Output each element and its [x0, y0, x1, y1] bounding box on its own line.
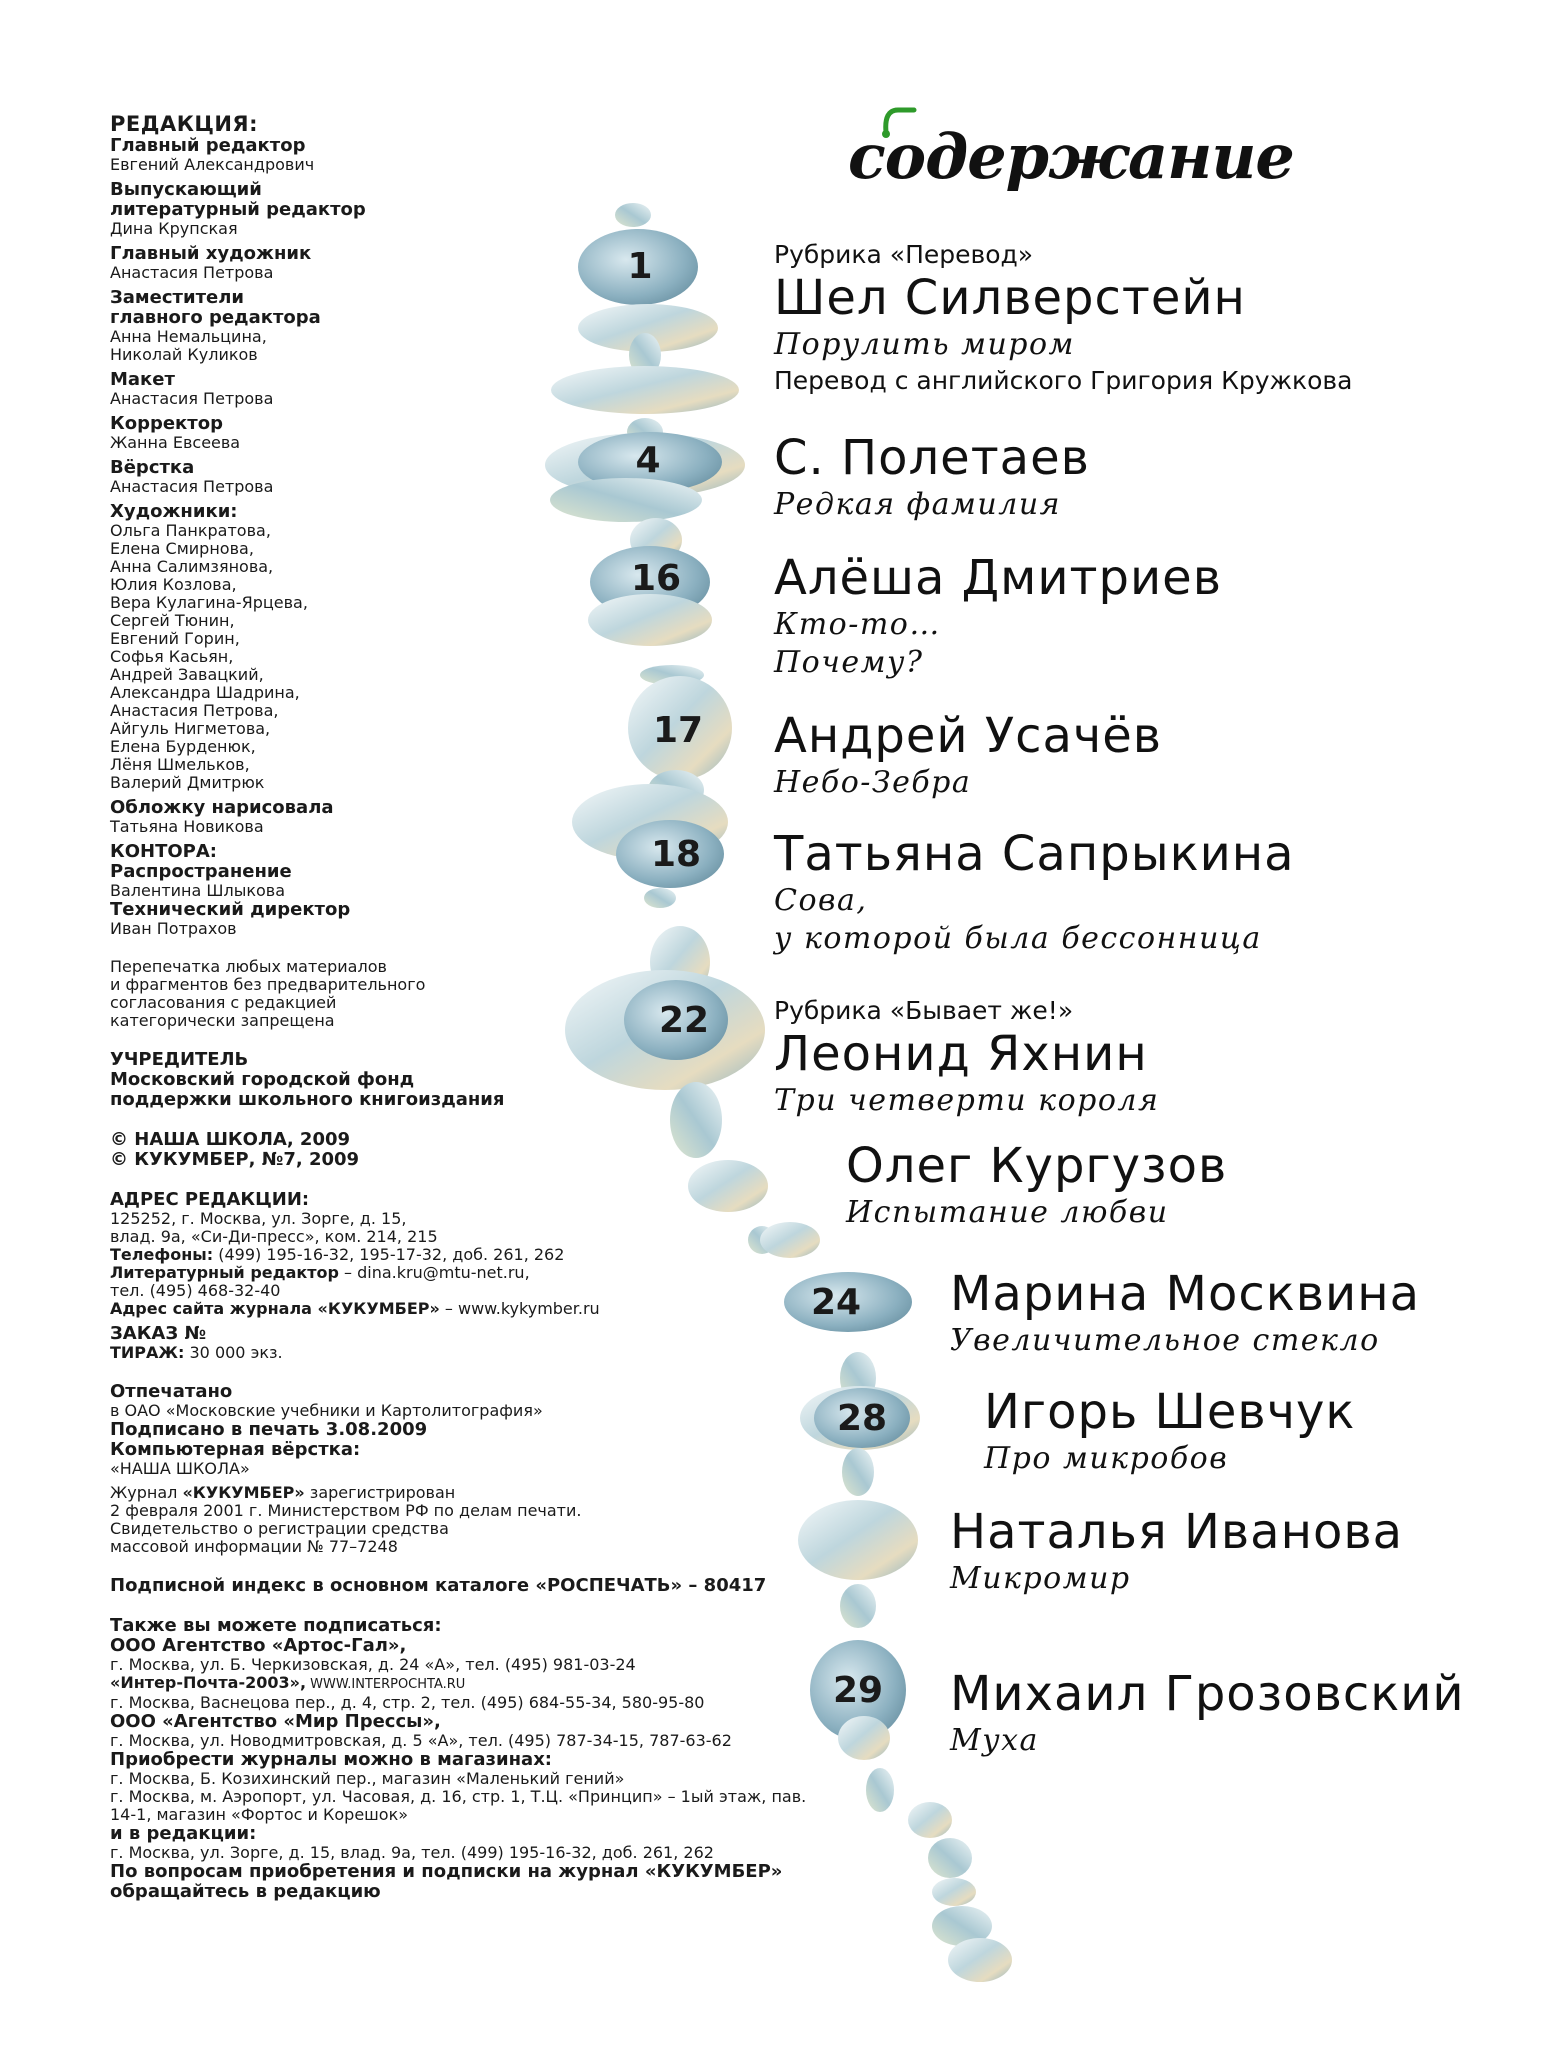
shop-editorial-heading: и в редакции: [110, 1823, 257, 1844]
chief-editor-name: Евгений Александрович [110, 155, 315, 174]
page-number: 16 [630, 558, 682, 599]
journal-reg-name: «КУКУМБЕР» [182, 1483, 305, 1502]
author-name: Шел Силверстейн [774, 270, 1246, 326]
artist-name: Елена Смирнова, [110, 539, 254, 558]
shop-address: г. Москва, м. Аэропорт, ул. Часовая, д. 16, стр. 1, Т.Ц. «Принцип» – 1ый этаж, пав. [110, 1787, 807, 1806]
work-title: Кто-то… [774, 607, 941, 642]
order-label: ЗАКАЗ № [110, 1323, 207, 1344]
toc-entry[interactable] [984, 1384, 1355, 1478]
printed-label: Отпечатано [110, 1381, 233, 1402]
lit-editor-email: – dina.kru@mtu-net.ru, [338, 1263, 530, 1282]
artist-name: Сергей Тюнин, [110, 611, 235, 630]
work-title: Три четверти короля [774, 1083, 1160, 1118]
deputy-name: Николай Куликов [110, 345, 258, 364]
translation-note: Перевод с английского Григория Кружкова [774, 366, 1353, 395]
author-name: Алёша Дмитриев [774, 550, 1222, 606]
shop-address: г. Москва, Б. Козихинский пер., магазин «Маленький гений» [110, 1769, 625, 1788]
print-run-label: ТИРАЖ: [110, 1343, 185, 1362]
computer-layout-label: Компьютерная вёрстка: [110, 1439, 361, 1460]
page-number: 24 [810, 1282, 862, 1323]
page-number: 17 [652, 710, 704, 751]
also-subscribe-heading: Также вы можете подписаться: [110, 1615, 442, 1636]
office-heading: КОНТОРА: [110, 841, 217, 862]
artist-name: Лёня Шмельков, [110, 755, 250, 774]
toc-entry[interactable] [774, 708, 1162, 802]
artists-title: Художники: [110, 501, 238, 522]
author-name: Леонид Яхнин [774, 1026, 1148, 1082]
work-title: Небо-Зебра [774, 765, 972, 800]
toc-entry[interactable] [774, 996, 1159, 1120]
work-title: Редкая фамилия [774, 487, 1062, 522]
artist-name: Ольга Панкратова, [110, 521, 271, 540]
author-name: Игорь Шевчук [984, 1384, 1356, 1440]
phones-value: (499) 195-16-32, 195-17-32, доб. 261, 262 [213, 1245, 565, 1264]
toc-entry[interactable] [774, 240, 1352, 398]
chief-artist-name: Анастасия Петрова [110, 263, 274, 282]
tech-director-name: Иван Потрахов [110, 919, 237, 938]
artist-name: Софья Касьян, [110, 647, 234, 666]
page-number: 22 [658, 1000, 710, 1041]
page-title: содержание [848, 120, 1294, 193]
artist-name: Валерий Дмитрюк [110, 773, 265, 792]
shops-heading: Приобрести журналы можно в магазинах: [110, 1749, 553, 1770]
layout-title: Макет [110, 369, 175, 390]
issuing-editor-title: Выпускающий [110, 179, 262, 200]
proofreader-name: Жанна Евсеева [110, 433, 241, 452]
signed-label: Подписано в печать 3.08.2009 [110, 1419, 428, 1440]
site-url: – www.kykymber.ru [439, 1299, 600, 1318]
journal-reg-prefix: Журнал [110, 1483, 183, 1502]
questions-line: По вопросам приобретения и подписки на журнал «КУКУМБЕР» [110, 1861, 783, 1882]
agency-address: г. Москва, ул. Новодмитровская, д. 5 «А», тел. (495) 787-34-15, 787-63-62 [110, 1731, 732, 1750]
reprint-notice: Перепечатка любых материалов [110, 957, 387, 976]
site-label: Адрес сайта журнала «КУКУМБЕР» [110, 1299, 440, 1318]
journal-reg-line: массовой информации № 77–7248 [110, 1537, 398, 1556]
agency-name: ООО «Агентство «Мир Прессы», [110, 1711, 441, 1732]
work-title: у которой была бессонница [774, 921, 1262, 956]
toc-entry[interactable] [950, 1666, 1465, 1760]
address-line: 125252, г. Москва, ул. Зорге, д. 15, [110, 1209, 407, 1228]
work-title: Почему? [774, 645, 924, 680]
toc-entry[interactable] [774, 550, 1222, 682]
editorial-heading: РЕДАКЦИЯ: [110, 112, 258, 136]
toc-entry[interactable] [774, 826, 1295, 958]
toc-entry[interactable] [846, 1138, 1227, 1232]
reprint-notice: согласования с редакцией [110, 993, 337, 1012]
distribution-name: Валентина Шлыкова [110, 881, 286, 900]
deputies-title: Заместители [110, 287, 245, 308]
toc-entry[interactable] [950, 1504, 1403, 1598]
work-title: Про микробов [984, 1441, 1229, 1476]
author-name: Татьяна Сапрыкина [774, 826, 1295, 882]
distribution-title: Распространение [110, 861, 292, 882]
proofreader-title: Корректор [110, 413, 223, 434]
chief-editor-title: Главный редактор [110, 135, 306, 156]
artist-name: Елена Бурденюк, [110, 737, 256, 756]
issuing-editor-title-2: литературный редактор [110, 199, 366, 220]
author-name: Андрей Усачёв [774, 708, 1163, 764]
printed-value: в ОАО «Московские учебники и Картолитография» [110, 1401, 543, 1420]
agency-address: г. Москва, ул. Б. Черкизовская, д. 24 «А», тел. (495) 981-03-24 [110, 1655, 636, 1674]
author-name: Марина Москвина [950, 1266, 1420, 1322]
work-title: Микромир [950, 1561, 1131, 1596]
cover-title: Обложку нарисовала [110, 797, 334, 818]
toc-entry[interactable] [950, 1266, 1420, 1360]
rubric-label: Рубрика «Перевод» [774, 240, 1034, 269]
address-heading: АДРЕС РЕДАКЦИИ: [110, 1189, 310, 1210]
author-name: С. Полетаев [774, 430, 1090, 486]
page-number: 4 [635, 440, 661, 481]
artist-name: Евгений Горин, [110, 629, 240, 648]
reprint-notice: категорически запрещена [110, 1011, 335, 1030]
artist-name: Анастасия Петрова, [110, 701, 279, 720]
artist-name: Александра Шадрина, [110, 683, 300, 702]
author-name: Михаил Грозовский [950, 1666, 1465, 1722]
phones-label: Телефоны: [110, 1245, 214, 1264]
typesetting-title: Вёрстка [110, 457, 195, 478]
subscription-index: Подписной индекс в основном каталоге «РОСПЕЧАТЬ» – 80417 [110, 1575, 767, 1596]
shop-address: 14-1, магазин «Фортос и Корешок» [110, 1805, 409, 1824]
artist-name: Анна Салимзянова, [110, 557, 274, 576]
agency-name: ООО Агентство «Артос-Гал», [110, 1635, 407, 1656]
author-name: Олег Кургузов [846, 1138, 1228, 1194]
computer-layout-value: «НАША ШКОЛА» [110, 1459, 250, 1478]
toc-entry[interactable] [774, 430, 1090, 524]
lit-editor-phone: тел. (495) 468-32-40 [110, 1281, 281, 1300]
issuing-editor-name: Дина Крупская [110, 219, 238, 238]
lit-editor-label: Литературный редактор [110, 1263, 339, 1282]
agency-name: «Интер-Почта-2003», [110, 1673, 307, 1692]
deputy-name: Анна Немальцина, [110, 327, 267, 346]
shop-editorial-address: г. Москва, ул. Зорге, д. 15, влад. 9а, тел. (499) 195-16-32, доб. 261, 262 [110, 1843, 714, 1862]
print-run-value: 30 000 экз. [184, 1343, 283, 1362]
journal-reg-suffix: зарегистрирован [304, 1483, 456, 1502]
work-title: Муха [950, 1723, 1039, 1758]
artist-name: Андрей Завацкий, [110, 665, 264, 684]
artist-name: Айгуль Нигметова, [110, 719, 271, 738]
page-number: 29 [832, 1670, 884, 1711]
agency-site: WWW.INTERPOCHTA.RU [306, 1677, 466, 1692]
questions-line: обращайтесь в редакцию [110, 1881, 381, 1902]
work-title: Порулить миром [774, 327, 1075, 362]
founder-line: поддержки школьного книгоиздания [110, 1089, 505, 1110]
page-number: 28 [836, 1398, 888, 1439]
copyright-line: © НАША ШКОЛА, 2009 [110, 1129, 351, 1150]
work-title: Испытание любви [846, 1195, 1169, 1230]
author-name: Наталья Иванова [950, 1504, 1404, 1560]
founder-heading: УЧРЕДИТЕЛЬ [110, 1049, 249, 1070]
artist-name: Вера Кулагина-Ярцева, [110, 593, 308, 612]
reprint-notice: и фрагментов без предварительного [110, 975, 426, 994]
journal-reg-line: 2 февраля 2001 г. Министерством РФ по делам печати. [110, 1501, 582, 1520]
chief-artist-title: Главный художник [110, 243, 312, 264]
tech-director-title: Технический директор [110, 899, 351, 920]
work-title: Сова, [774, 883, 868, 918]
address-line: влад. 9а, «Си-Ди-пресс», ком. 214, 215 [110, 1227, 438, 1246]
founder-line: Московский городской фонд [110, 1069, 415, 1090]
cover-name: Татьяна Новикова [110, 817, 264, 836]
deputies-title-2: главного редактора [110, 307, 321, 328]
copyright-line: © КУКУМБЕР, №7, 2009 [110, 1149, 360, 1170]
layout-name: Анастасия Петрова [110, 389, 274, 408]
page-number: 1 [627, 246, 653, 287]
agency-address: г. Москва, Васнецова пер., д. 4, стр. 2, тел. (495) 684-55-34, 580-95-80 [110, 1693, 705, 1712]
rubric-label: Рубрика «Бывает же!» [774, 996, 1074, 1025]
page-number: 18 [650, 834, 702, 875]
artist-name: Юлия Козлова, [110, 575, 237, 594]
work-title: Увеличительное стекло [950, 1323, 1380, 1358]
journal-reg-line: Свидетельство о регистрации средства [110, 1519, 449, 1538]
typesetting-name: Анастасия Петрова [110, 477, 274, 496]
